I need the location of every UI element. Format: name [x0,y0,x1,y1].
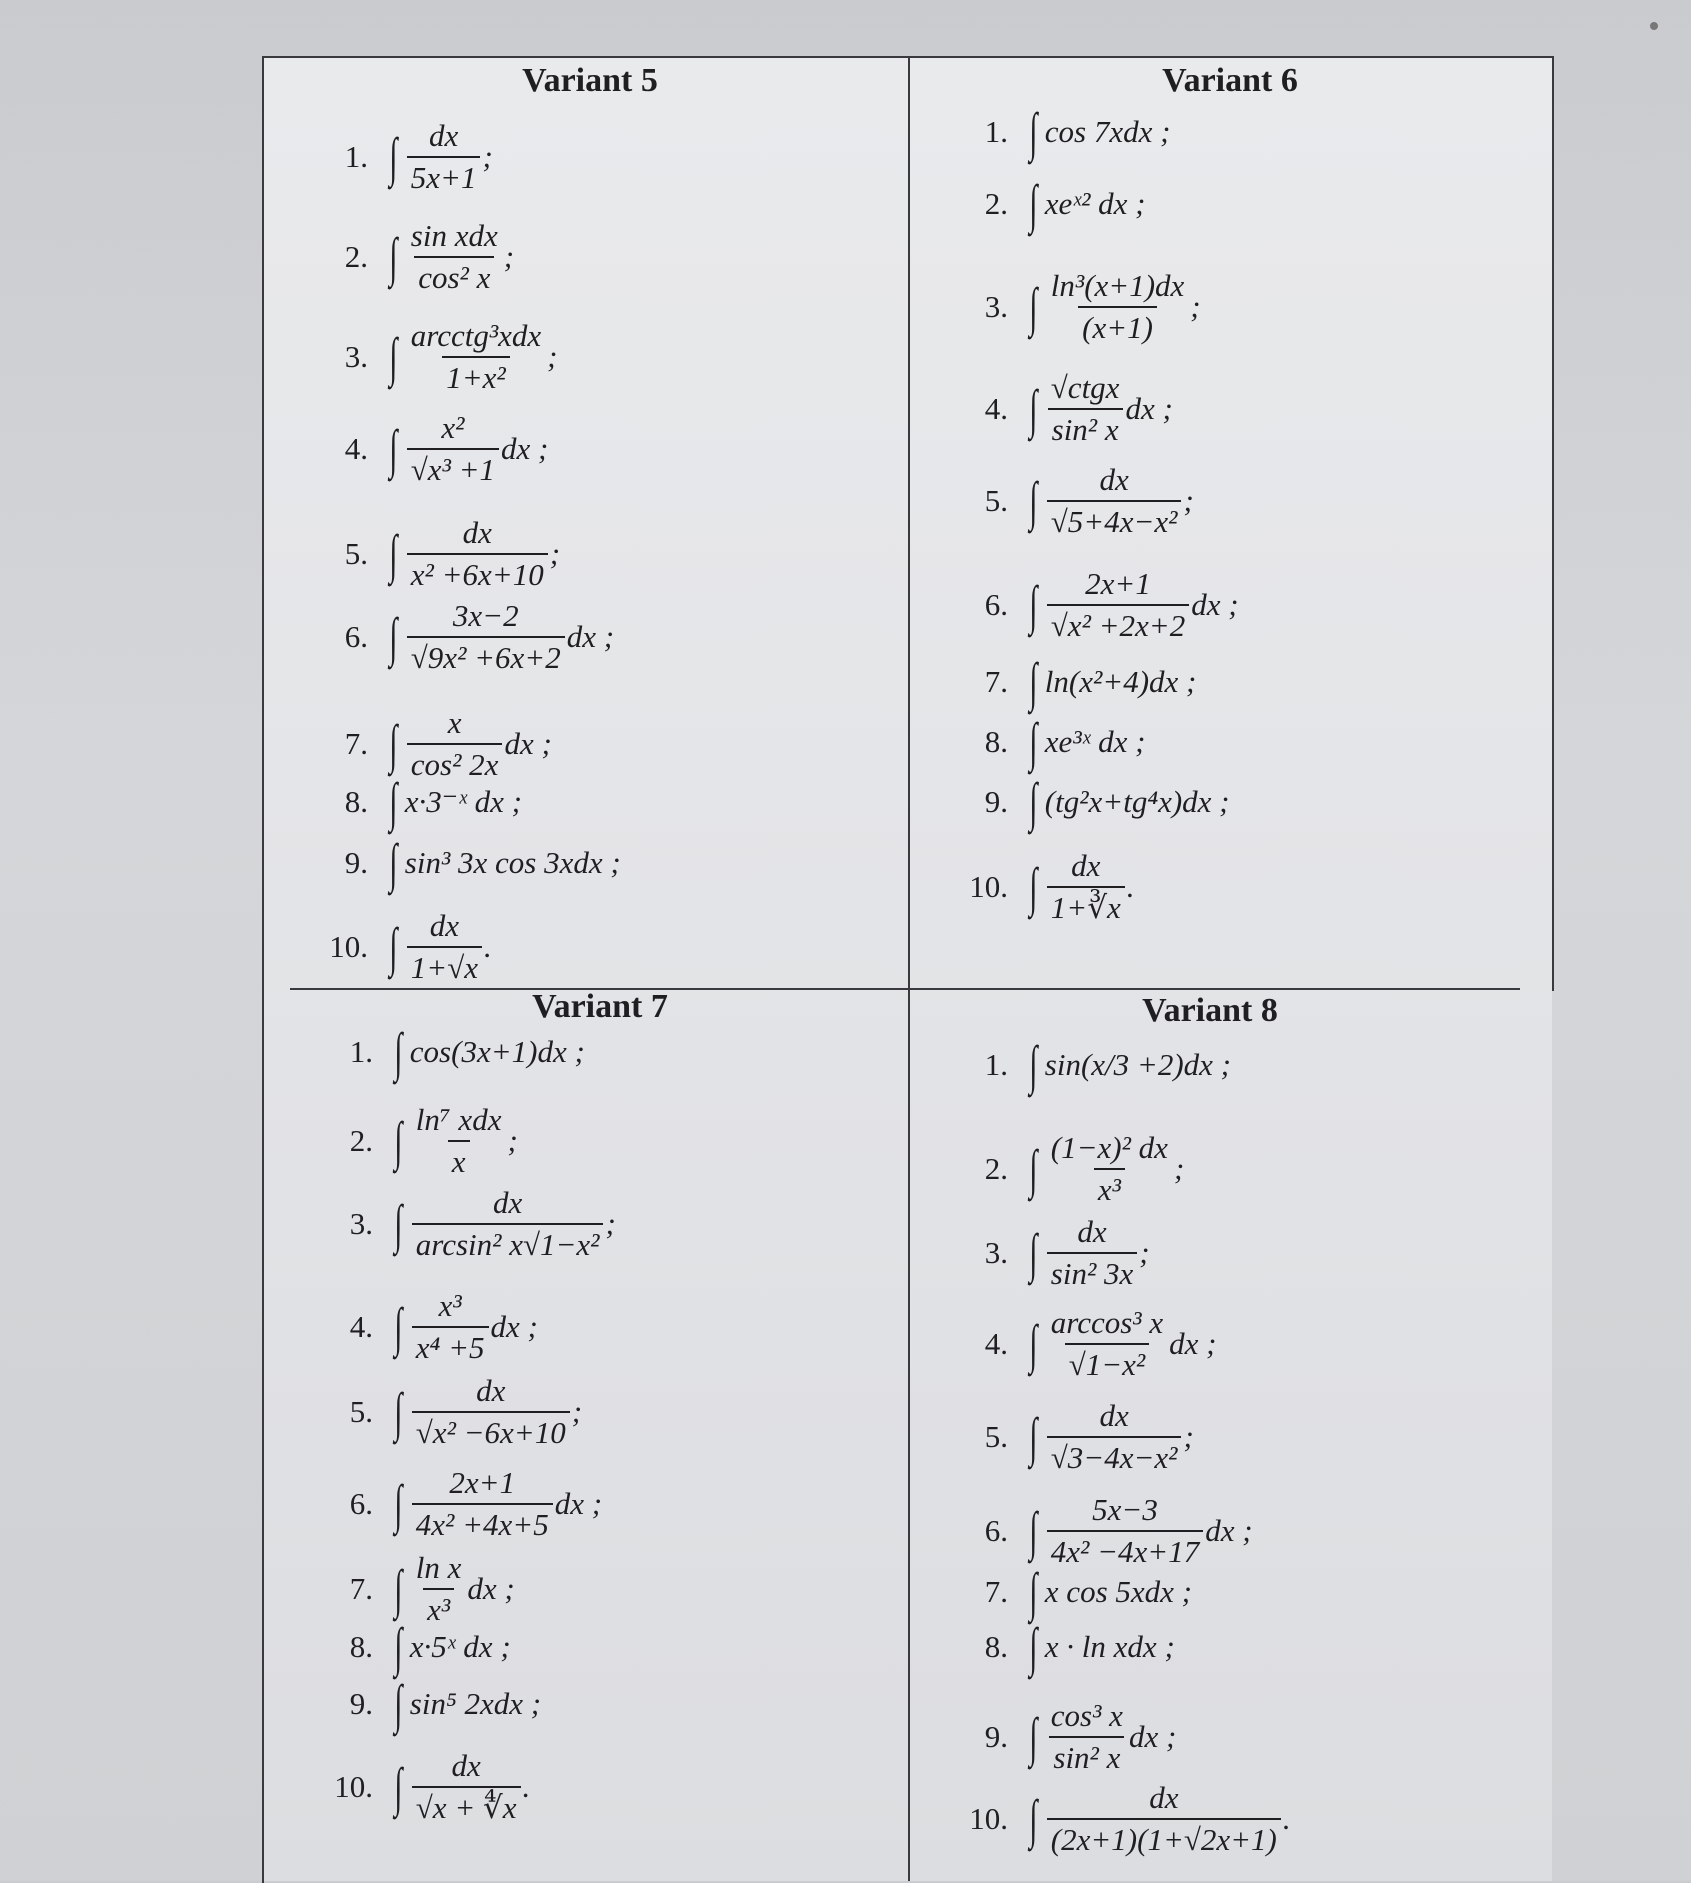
item-number: 8. [349,1629,373,1664]
item-number: 3. [984,1235,1008,1270]
fraction-denominator: cos² 2x [407,743,503,783]
integral-sign-icon: ∫ [389,917,398,977]
fraction-denominator: sin² x [1049,1736,1124,1776]
integral-item [300,118,493,196]
integral-item [940,1492,1253,1570]
fraction-numerator: x [447,705,462,740]
integrand-fraction [1047,462,1182,540]
integrand-tail: dx ; [1169,1326,1217,1361]
fraction-numerator: x² [441,410,465,445]
integrand-expression: cos 7xdx ; [1044,114,1171,149]
integrand-expression: x · ln xdx ; [1044,1629,1175,1664]
integrand-tail: ; [482,139,493,174]
integrand-tail: dx ; [504,726,552,761]
fraction-numerator: dx [429,118,459,153]
item-number: 6. [349,1486,373,1521]
integrand-fraction [412,1102,506,1180]
item-number: 9. [344,845,368,880]
fraction-numerator: x³ [438,1288,462,1323]
integrand-expression: x·3⁻ˣ dx ; [404,784,523,819]
item-number: 6. [984,1513,1008,1548]
fraction-numerator: 2x+1 [1085,566,1151,601]
integral-sign-icon: ∫ [1029,1501,1038,1561]
integrand-fraction [1047,848,1125,926]
item-number: 2. [349,1123,373,1158]
integral-sign-icon: ∫ [389,524,398,584]
fraction-numerator: dx [476,1373,506,1408]
integral-sign-icon: ∫ [394,1194,403,1254]
integrand-tail: dx ; [490,1309,538,1344]
fraction-denominator: √x² −6x+10 [412,1411,570,1451]
item-number: 5. [984,483,1008,518]
integrand-fraction [1047,268,1189,346]
fraction-numerator: dx [1099,1398,1129,1433]
integral-sign-icon: ∫ [394,1022,403,1082]
integral-sign-icon: ∫ [1029,471,1038,531]
fraction-denominator: √x³ +1 [407,448,499,488]
integral-item [305,1550,515,1628]
item-number: 5. [344,536,368,571]
item-number: 2. [984,186,1008,221]
integral-sign-icon: ∫ [1029,772,1038,832]
integral-sign-icon: ∫ [1029,1139,1038,1199]
item-number: 5. [349,1394,373,1429]
integral-item [305,1748,530,1826]
integral-item [300,218,514,296]
integral-sign-icon: ∫ [394,1559,403,1619]
fraction-denominator: (x+1) [1078,306,1157,346]
integrand-fraction [1047,370,1124,448]
integrand-expression: x cos 5xdx ; [1044,1574,1192,1609]
integrand-tail: dx ; [501,431,549,466]
item-number: 7. [984,664,1008,699]
item-number: 9. [984,784,1008,819]
integrand-fraction [1047,1398,1182,1476]
integrand-fraction [412,1465,553,1543]
integral-sign-icon: ∫ [1029,1707,1038,1767]
integrand-tail: ; [1173,1151,1185,1186]
integrand-fraction [1047,1305,1167,1383]
fraction-numerator: dx [1099,462,1129,497]
integral-item [940,1305,1216,1383]
integral-item [940,1562,1192,1622]
fraction-denominator: x⁴ +5 [412,1326,489,1366]
integral-item [300,705,552,783]
integrand-fraction [412,1748,521,1826]
integrand-fraction [407,515,548,593]
integral-item [300,318,557,396]
item-number: 5. [984,1419,1008,1454]
integral-sign-icon: ∫ [389,772,398,832]
integral-sign-icon: ∫ [394,1382,403,1442]
integral-item [300,908,492,986]
integral-sign-icon: ∫ [389,419,398,479]
integrand-fraction [407,218,502,296]
integrand-tail: ; [1183,1419,1194,1454]
integral-item [305,1674,542,1734]
item-number: 3. [344,339,368,374]
integral-item [940,1035,1231,1095]
integrand-fraction [407,598,565,676]
integral-sign-icon: ∫ [394,1111,403,1171]
integrand-expression: xe³ˣ dx ; [1044,724,1146,759]
integrand-fraction [412,1373,570,1451]
integral-sign-icon: ∫ [394,1297,403,1357]
variant-7-title: Variant 7 [532,988,668,1025]
integral-sign-icon: ∫ [394,1674,403,1734]
integral-item [940,1617,1175,1677]
integrand-expression: sin⁵ 2xdx ; [409,1686,542,1721]
integral-item [940,174,1146,234]
integrand-fraction [407,318,545,396]
integrand-tail: dx ; [1125,391,1173,426]
dust-speck [1650,22,1658,30]
fraction-numerator: arccos³ x [1050,1305,1164,1340]
integrand-fraction [1047,1214,1137,1292]
item-number: 2. [984,1151,1008,1186]
integrand-tail: dx ; [1205,1513,1253,1548]
integrand-fraction [1047,1130,1172,1208]
integral-item [300,410,548,488]
integrand-tail: ; [571,1394,583,1429]
fraction-numerator: √ctgx [1050,370,1120,405]
integral-sign-icon: ∫ [1029,102,1038,162]
integral-item [940,1398,1194,1476]
variant-6-title: Variant 6 [1162,62,1298,99]
integrand-tail: . [1282,1801,1291,1836]
integral-item [305,1102,518,1180]
integrand-tail: ; [547,339,558,374]
item-number: 1. [344,139,368,174]
fraction-numerator: dx [462,515,492,550]
fraction-numerator: dx [1149,1780,1179,1815]
integral-item [305,1465,602,1543]
fraction-numerator: 5x−3 [1092,1492,1158,1527]
integral-sign-icon: ∫ [389,714,398,774]
item-number: 6. [984,587,1008,622]
integrand-tail: dx ; [467,1571,515,1606]
integral-sign-icon: ∫ [1029,1223,1038,1283]
integral-sign-icon: ∫ [1029,575,1038,635]
fraction-denominator: 1+∛x [1047,886,1125,926]
integrand-tail: ; [1139,1235,1150,1270]
right-border [1552,56,1554,991]
integral-sign-icon: ∫ [1029,379,1038,439]
integral-item [305,1617,511,1677]
fraction-denominator: √9x² +6x+2 [407,636,565,676]
fraction-denominator: √5+4x−x² [1047,500,1182,540]
integral-sign-icon: ∫ [1029,857,1038,917]
integral-sign-icon: ∫ [389,327,398,387]
integrand-tail: dx ; [1128,1719,1177,1754]
fraction-numerator: dx [429,908,460,943]
fraction-denominator: √1−x² [1065,1343,1150,1383]
integrand-expression: ln(x²+4)dx ; [1044,664,1197,699]
integrand-fraction [412,1288,489,1366]
fraction-denominator: cos² x [414,256,494,296]
fraction-denominator: √x² +2x+2 [1047,604,1189,644]
integral-sign-icon: ∫ [1029,652,1038,712]
item-number: 2. [344,239,368,274]
fraction-denominator: 5x+1 [407,156,481,196]
integral-sign-icon: ∫ [1029,1789,1038,1849]
fraction-numerator: ln x [415,1550,462,1585]
item-number: 8. [984,1629,1008,1664]
integral-item [940,848,1134,926]
item-number: 10. [334,1769,373,1804]
integrand-fraction [1047,566,1189,644]
fraction-denominator: 1+x² [442,356,509,396]
integral-sign-icon: ∫ [389,227,398,287]
item-number: 1. [984,114,1008,149]
integral-item [305,1373,582,1451]
fraction-numerator: dx [451,1748,481,1783]
variant-8-title: Variant 8 [1142,992,1278,1029]
integrand-expression: sin³ 3x cos 3xdx ; [404,845,621,880]
integrand-tail: dx ; [554,1486,603,1521]
fraction-denominator: sin² 3x [1047,1252,1137,1292]
integral-sign-icon: ∫ [1029,174,1038,234]
fraction-numerator: arcctg³xdx [410,318,542,353]
integrand-tail: ; [1183,483,1194,518]
integrand-fraction [407,705,503,783]
item-number: 8. [984,724,1008,759]
integrand-tail: dx ; [1191,587,1239,622]
integral-sign-icon: ∫ [1029,1035,1038,1095]
item-number: 4. [349,1309,373,1344]
integrand-fraction [1047,1780,1281,1858]
integral-item [300,598,614,676]
fraction-denominator: √x + ∜x [412,1786,521,1826]
item-number: 10. [969,1801,1008,1836]
integral-sign-icon: ∫ [1029,712,1038,772]
fraction-numerator: dx [1077,1214,1107,1249]
integral-item [300,772,523,832]
integrand-expression: x·5ˣ dx ; [409,1629,511,1664]
item-number: 9. [984,1719,1008,1754]
fraction-numerator: dx [1071,848,1101,883]
integrand-expression: (tg²x+tg⁴x)dx ; [1044,784,1230,819]
fraction-numerator: ln⁷ xdx [415,1102,502,1137]
integrand-fraction [1047,1492,1203,1570]
integrand-expression: xeˣ² dx ; [1044,186,1146,221]
fraction-denominator: 4x² −4x+17 [1047,1530,1203,1570]
integral-item [940,102,1171,162]
integrand-tail: dx ; [566,619,615,654]
item-number: 3. [349,1206,373,1241]
variant-5-title: Variant 5 [522,62,658,99]
fraction-denominator: arcsin² x√1−x² [412,1223,604,1263]
integral-sign-icon: ∫ [389,833,398,893]
item-number: 4. [984,391,1008,426]
integral-sign-icon: ∫ [394,1757,403,1817]
integral-item [940,1698,1176,1776]
fraction-denominator: (2x+1)(1+√2x+1) [1047,1818,1281,1858]
integral-item [940,566,1239,644]
integrand-fraction [1047,1698,1127,1776]
item-number: 7. [344,726,368,761]
item-number: 7. [984,1574,1008,1609]
item-number: 9. [349,1686,373,1721]
integral-sign-icon: ∫ [1029,1407,1038,1467]
fraction-denominator: 4x² +4x+5 [412,1503,553,1543]
item-number: 1. [984,1047,1008,1082]
column-divider [908,56,910,1881]
fraction-denominator: x³ [423,1588,454,1628]
integral-sign-icon: ∫ [394,1617,403,1677]
integral-sign-icon: ∫ [1029,277,1038,337]
fraction-denominator: x² +6x+10 [407,553,548,593]
integrand-expression: sin(x/3 +2)dx ; [1044,1047,1231,1082]
integral-item [940,772,1230,832]
integral-item [940,1214,1150,1292]
item-number: 8. [344,784,368,819]
item-number: 4. [344,431,368,466]
integrand-tail: . [522,1769,531,1804]
integral-item [305,1185,616,1263]
integral-sign-icon: ∫ [1029,1617,1038,1677]
integrand-fraction [407,118,481,196]
integral-sign-icon: ∫ [389,127,398,187]
fraction-numerator: 3x−2 [452,598,519,633]
fraction-numerator: (1−x)² dx [1050,1130,1168,1165]
integral-item [940,1130,1184,1208]
integral-sign-icon: ∫ [1029,1562,1038,1622]
integral-item [305,1288,538,1366]
item-number: 3. [984,289,1008,324]
integral-item [300,833,621,893]
item-number: 1. [349,1034,373,1069]
integrand-fraction [412,1550,466,1628]
item-number: 6. [344,619,368,654]
integral-item [940,712,1146,772]
fraction-numerator: sin xdx [410,218,498,253]
integrand-tail: ; [1190,289,1201,324]
fraction-numerator: cos³ x [1050,1698,1123,1733]
integrand-tail: ; [549,536,561,571]
fraction-numerator: dx [492,1185,523,1220]
item-number: 7. [349,1571,373,1606]
integrand-tail: . [1126,869,1135,904]
fraction-numerator: ln³(x+1)dx [1050,268,1185,303]
integrand-fraction [407,908,482,986]
fraction-denominator: 1+√x [407,946,482,986]
integrand-tail: ; [605,1206,616,1241]
fraction-denominator: sin² x [1048,408,1123,448]
fraction-numerator: 2x+1 [449,1465,516,1500]
integrand-expression: cos(3x+1)dx ; [409,1034,585,1069]
integral-item [940,462,1194,540]
integrand-tail: ; [503,239,515,274]
item-number: 4. [984,1326,1008,1361]
integral-item [305,1022,585,1082]
integral-item [940,652,1197,712]
integrand-tail: . [484,929,492,964]
integral-item [300,515,560,593]
fraction-denominator: √3−4x−x² [1047,1436,1182,1476]
integral-item [940,370,1173,448]
fraction-denominator: x [448,1140,470,1180]
integral-sign-icon: ∫ [1029,1314,1038,1374]
item-number: 10. [329,929,368,964]
integral-item [940,268,1201,346]
item-number: 10. [969,869,1008,904]
integrand-fraction [407,410,499,488]
fraction-denominator: x³ [1094,1168,1125,1208]
integral-sign-icon: ∫ [394,1474,403,1534]
integral-sign-icon: ∫ [389,607,398,667]
integrand-fraction [412,1185,604,1263]
integrand-tail: ; [507,1123,518,1158]
integral-item [940,1780,1291,1858]
